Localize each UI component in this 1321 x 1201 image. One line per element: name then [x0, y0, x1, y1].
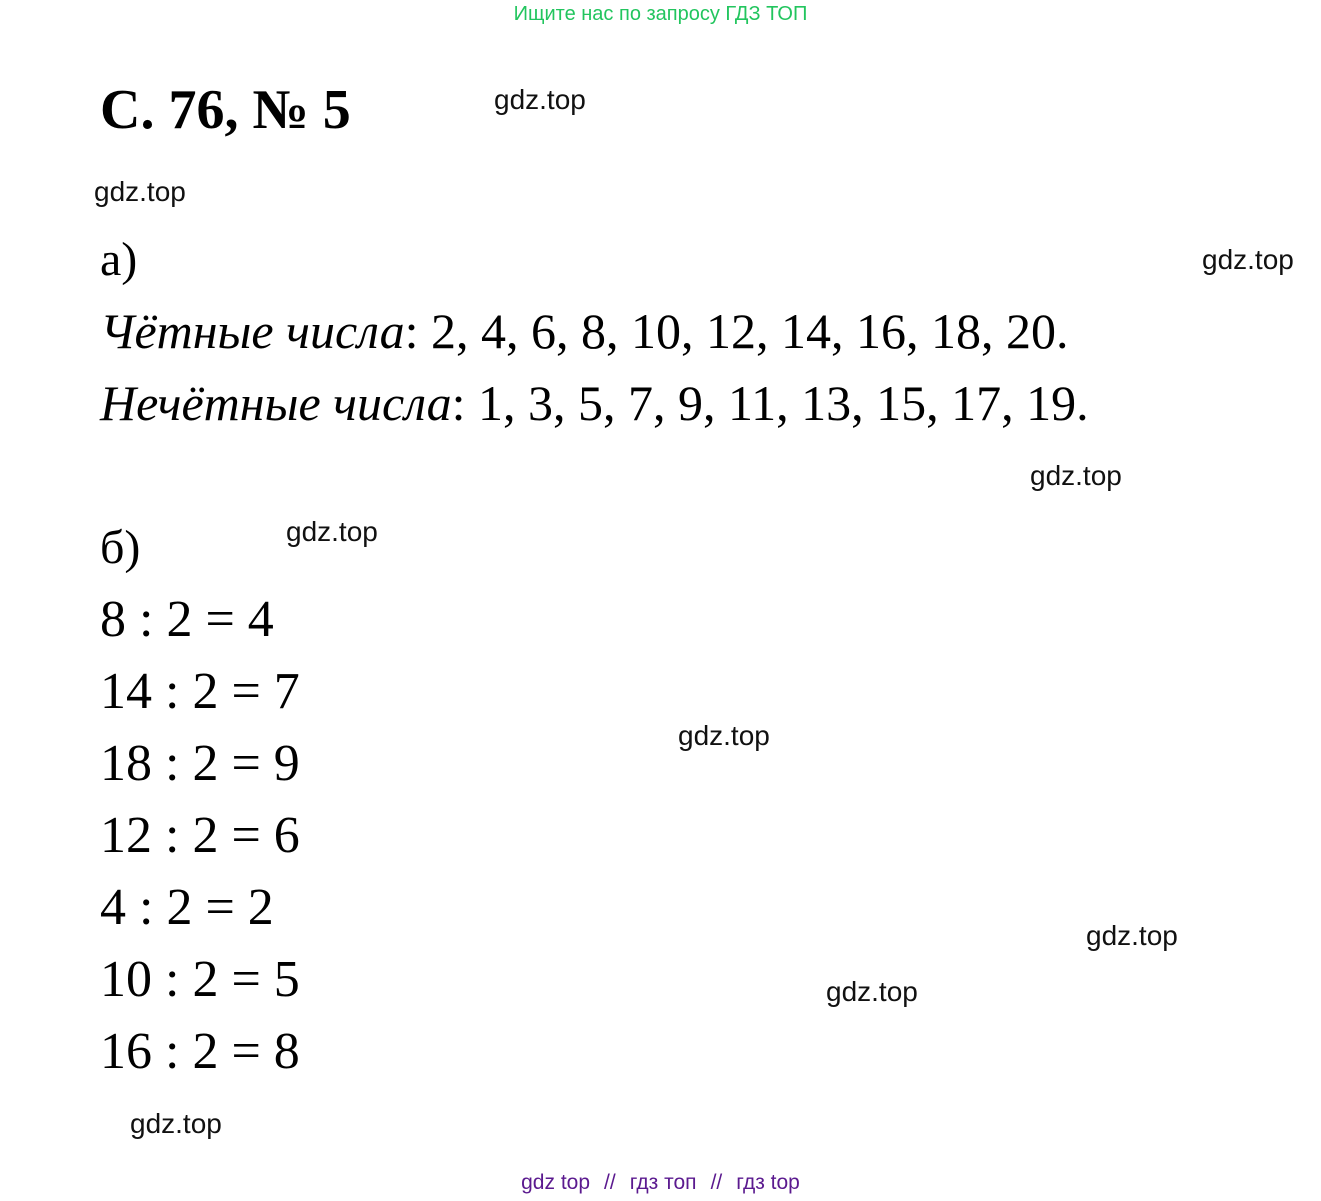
equation: 14 : 2 = 7	[100, 663, 300, 720]
equation: 8 : 2 = 4	[100, 591, 274, 648]
footer-link[interactable]: гдз топ	[629, 1171, 697, 1194]
equation: 16 : 2 = 8	[100, 1023, 300, 1080]
part-a-label: а)	[100, 233, 138, 286]
equation: 18 : 2 = 9	[100, 735, 300, 792]
watermark: gdz.top	[1030, 460, 1122, 491]
watermark: gdz.top	[94, 176, 186, 207]
equation: 10 : 2 = 5	[100, 951, 300, 1008]
even-numbers-values: : 2, 4, 6, 8, 10, 12, 14, 16, 18, 20.	[404, 303, 1069, 359]
footer-link[interactable]: gdz top	[521, 1171, 591, 1194]
footer-separator: //	[604, 1171, 616, 1194]
even-numbers-label: Чётные числа	[100, 303, 405, 359]
footer-link[interactable]: гдз top	[736, 1171, 800, 1194]
odd-numbers-values: : 1, 3, 5, 7, 9, 11, 13, 15, 17, 19.	[451, 375, 1089, 431]
watermark: gdz.top	[494, 84, 586, 115]
footer-separator: //	[710, 1171, 723, 1194]
equation: 12 : 2 = 6	[100, 807, 300, 864]
equation: 4 : 2 = 2	[100, 879, 274, 936]
part-b-label: б)	[100, 521, 141, 574]
watermark: gdz.top	[130, 1108, 222, 1139]
odd-numbers-line	[100, 375, 1089, 431]
odd-numbers-label: Нечётные числа	[100, 375, 452, 431]
even-numbers-line	[100, 303, 1069, 359]
watermark: gdz.top	[1202, 244, 1294, 275]
page-title: С. 76, № 5	[100, 79, 351, 141]
watermark: gdz.top	[1086, 920, 1178, 951]
search-banner: Ищите нас по запросу ГДЗ ТОП	[513, 3, 808, 25]
watermark: gdz.top	[826, 976, 918, 1007]
watermark: gdz.top	[678, 720, 770, 751]
footer-links	[0, 1172, 1321, 1193]
watermark: gdz.top	[286, 516, 378, 547]
